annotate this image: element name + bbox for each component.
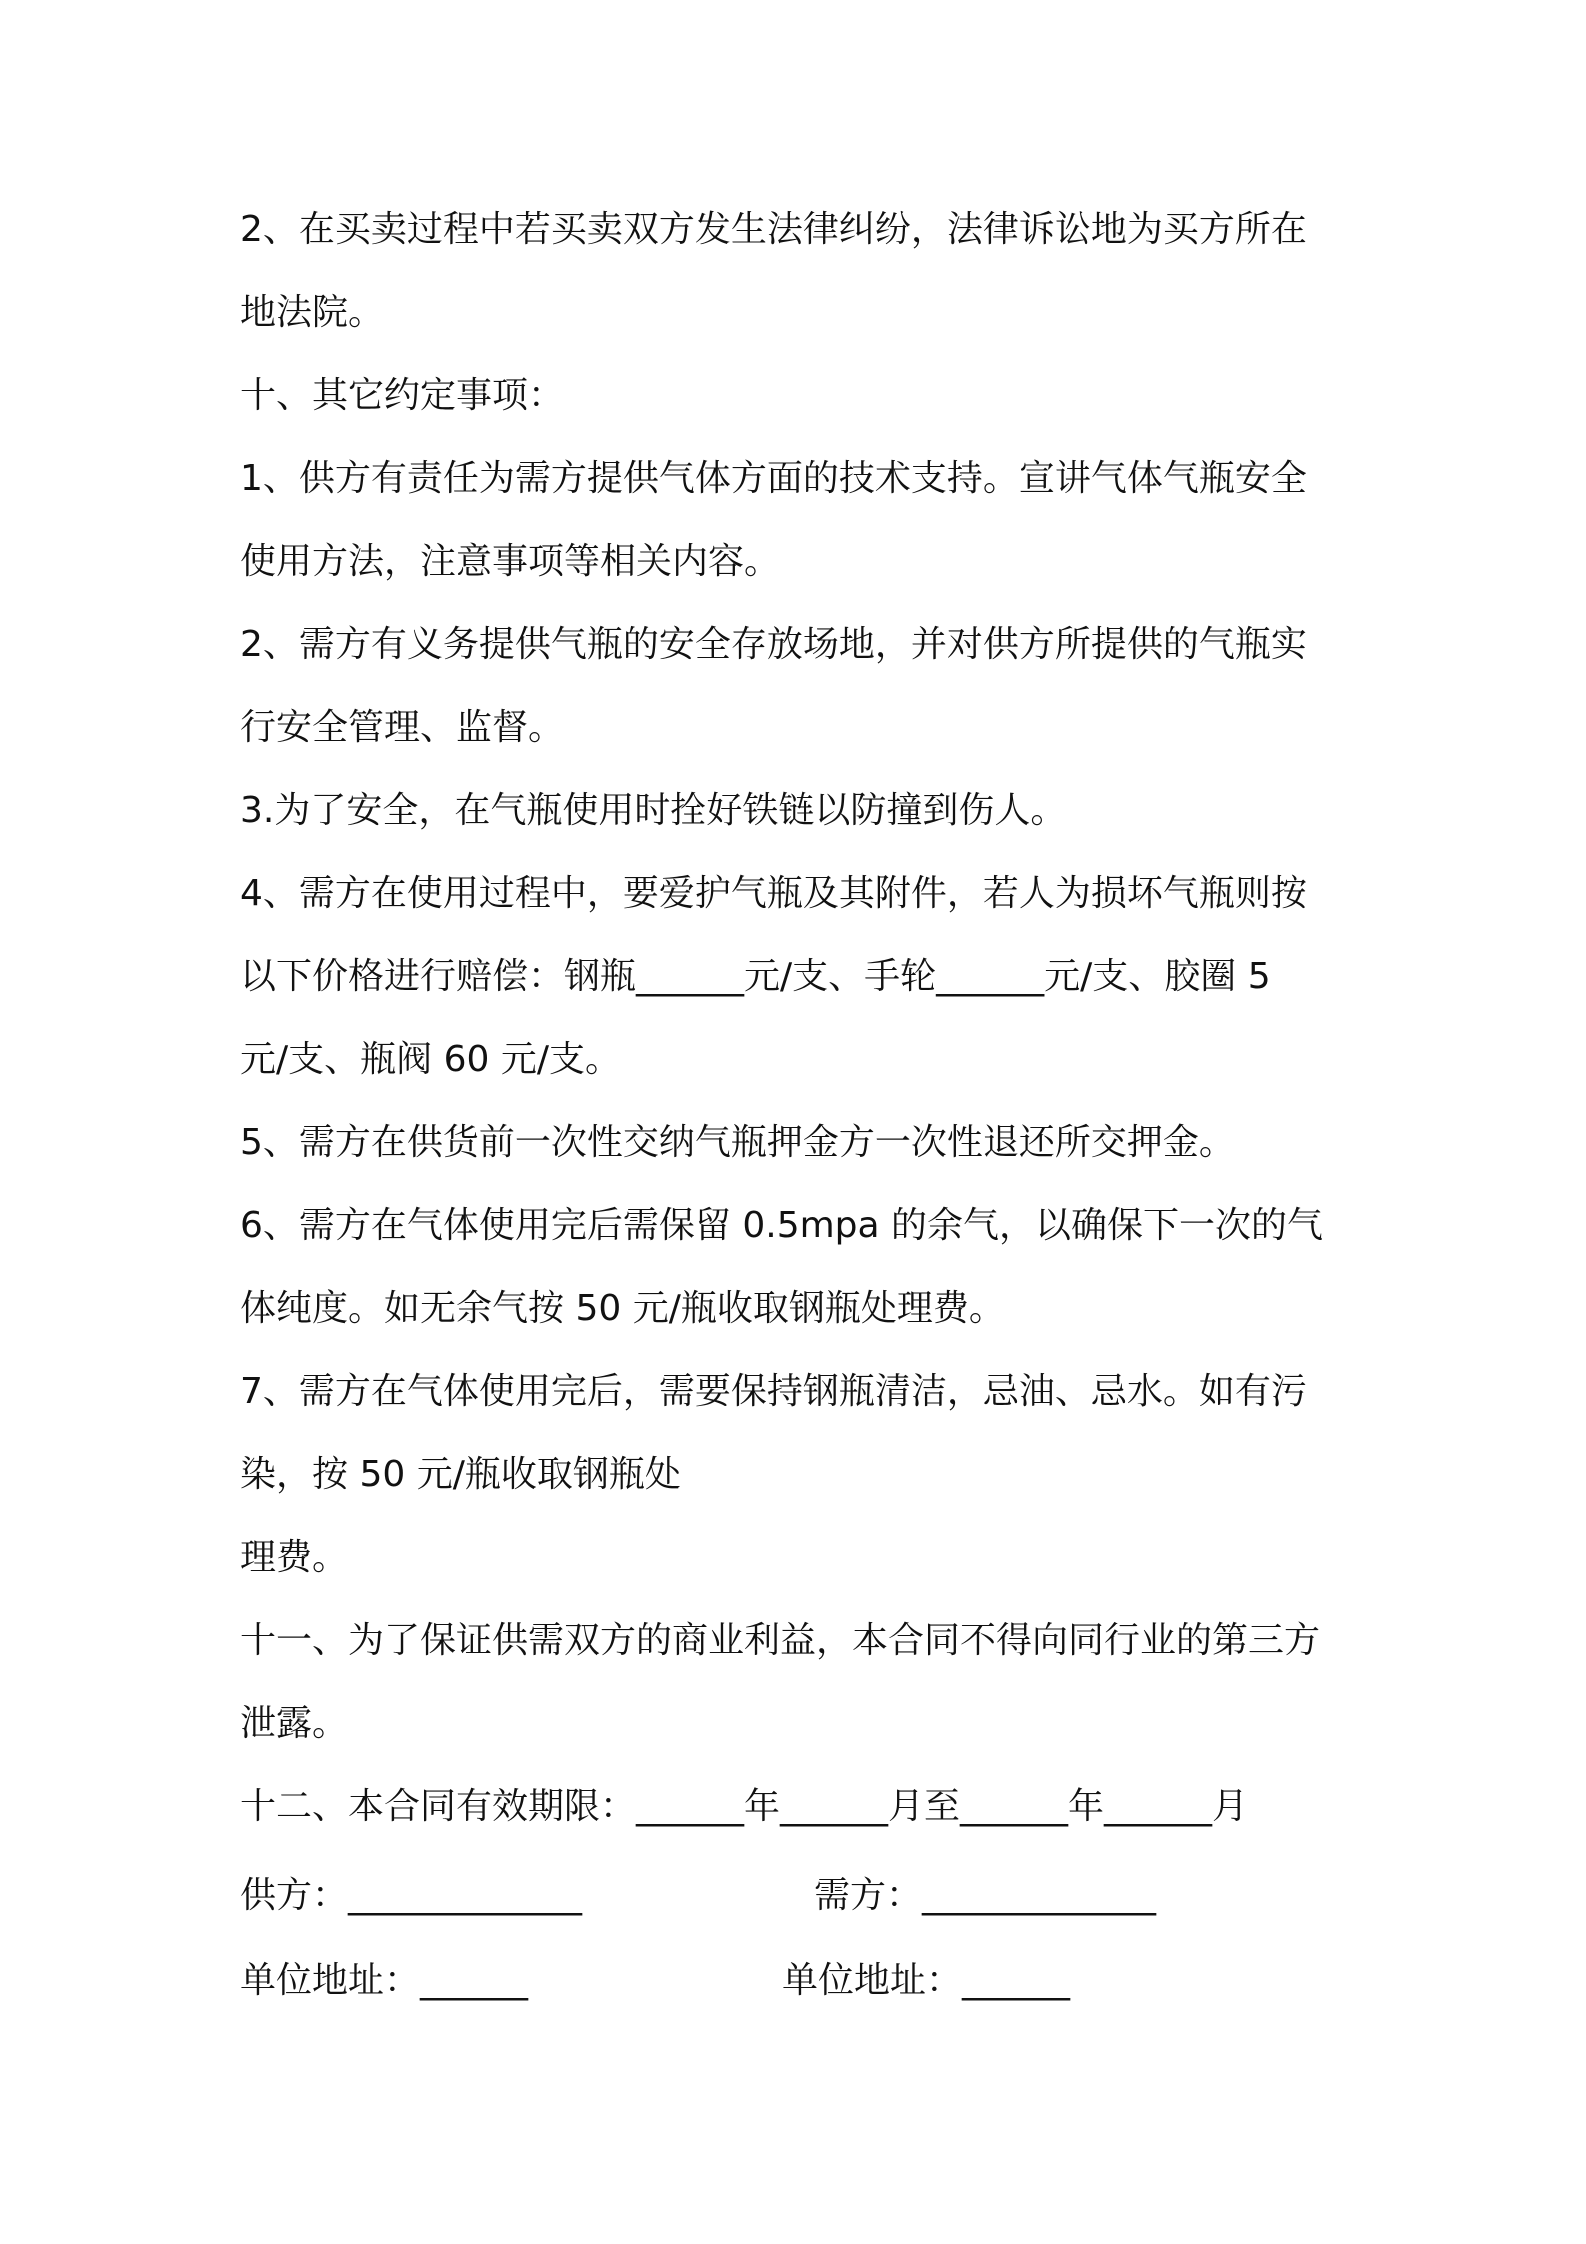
section-heading: 十一、为了保证供需双方的商业利益，本合同不得向同行业的第三方 bbox=[240, 1620, 1321, 1661]
section-heading: 十、其它约定事项： bbox=[240, 375, 565, 416]
supplier-signature-field: 供方：_____________ bbox=[240, 1875, 583, 1916]
text-line: 行安全管理、监督。 bbox=[240, 707, 565, 748]
text-line: 7、需方在气体使用完后，需要保持钢瓶清洁，忌油、忌水。如有污 bbox=[240, 1371, 1307, 1412]
text-line: 元/支、瓶阀 60 元/支。 bbox=[240, 1039, 621, 1080]
text-line: 地法院。 bbox=[240, 292, 385, 333]
text-line: 6、需方在气体使用完后需保留 0.5mpa 的余气，以确保下一次的气 bbox=[240, 1205, 1324, 1246]
buyer-signature-field: 需方：_____________ bbox=[814, 1875, 1157, 1916]
buyer-address-field: 单位地址：______ bbox=[782, 1960, 1071, 2001]
section-heading: 十二、本合同有效期限：______年______月至______年______月 bbox=[240, 1786, 1249, 1827]
text-line: 体纯度。如无余气按 50 元/瓶收取钢瓶处理费。 bbox=[240, 1288, 1005, 1329]
text-line: 使用方法，注意事项等相关内容。 bbox=[240, 541, 781, 582]
text-line: 2、需方有义务提供气瓶的安全存放场地，并对供方所提供的气瓶实 bbox=[240, 624, 1307, 665]
text-line: 5、需方在供货前一次性交纳气瓶押金方一次性退还所交押金。 bbox=[240, 1122, 1235, 1163]
text-line: 3.为了安全，在气瓶使用时拴好铁链以防撞到伤人。 bbox=[240, 790, 1067, 831]
text-line: 染，按 50 元/瓶收取钢瓶处 bbox=[240, 1454, 681, 1495]
supplier-address-field: 单位地址：______ bbox=[240, 1960, 529, 2001]
text-line: 1、供方有责任为需方提供气体方面的技术支持。宣讲气体气瓶安全 bbox=[240, 458, 1307, 499]
text-line: 4、需方在使用过程中，要爱护气瓶及其附件，若人为损坏气瓶则按 bbox=[240, 873, 1307, 914]
text-line: 泄露。 bbox=[240, 1703, 349, 1744]
text-line: 理费。 bbox=[240, 1537, 349, 1578]
text-line: 以下价格进行赔偿：钢瓶______元/支、手轮______元/支、胶圈 5 bbox=[240, 956, 1271, 997]
text-line: 2、在买卖过程中若买卖双方发生法律纠纷，法律诉讼地为买方所在 bbox=[240, 209, 1307, 250]
